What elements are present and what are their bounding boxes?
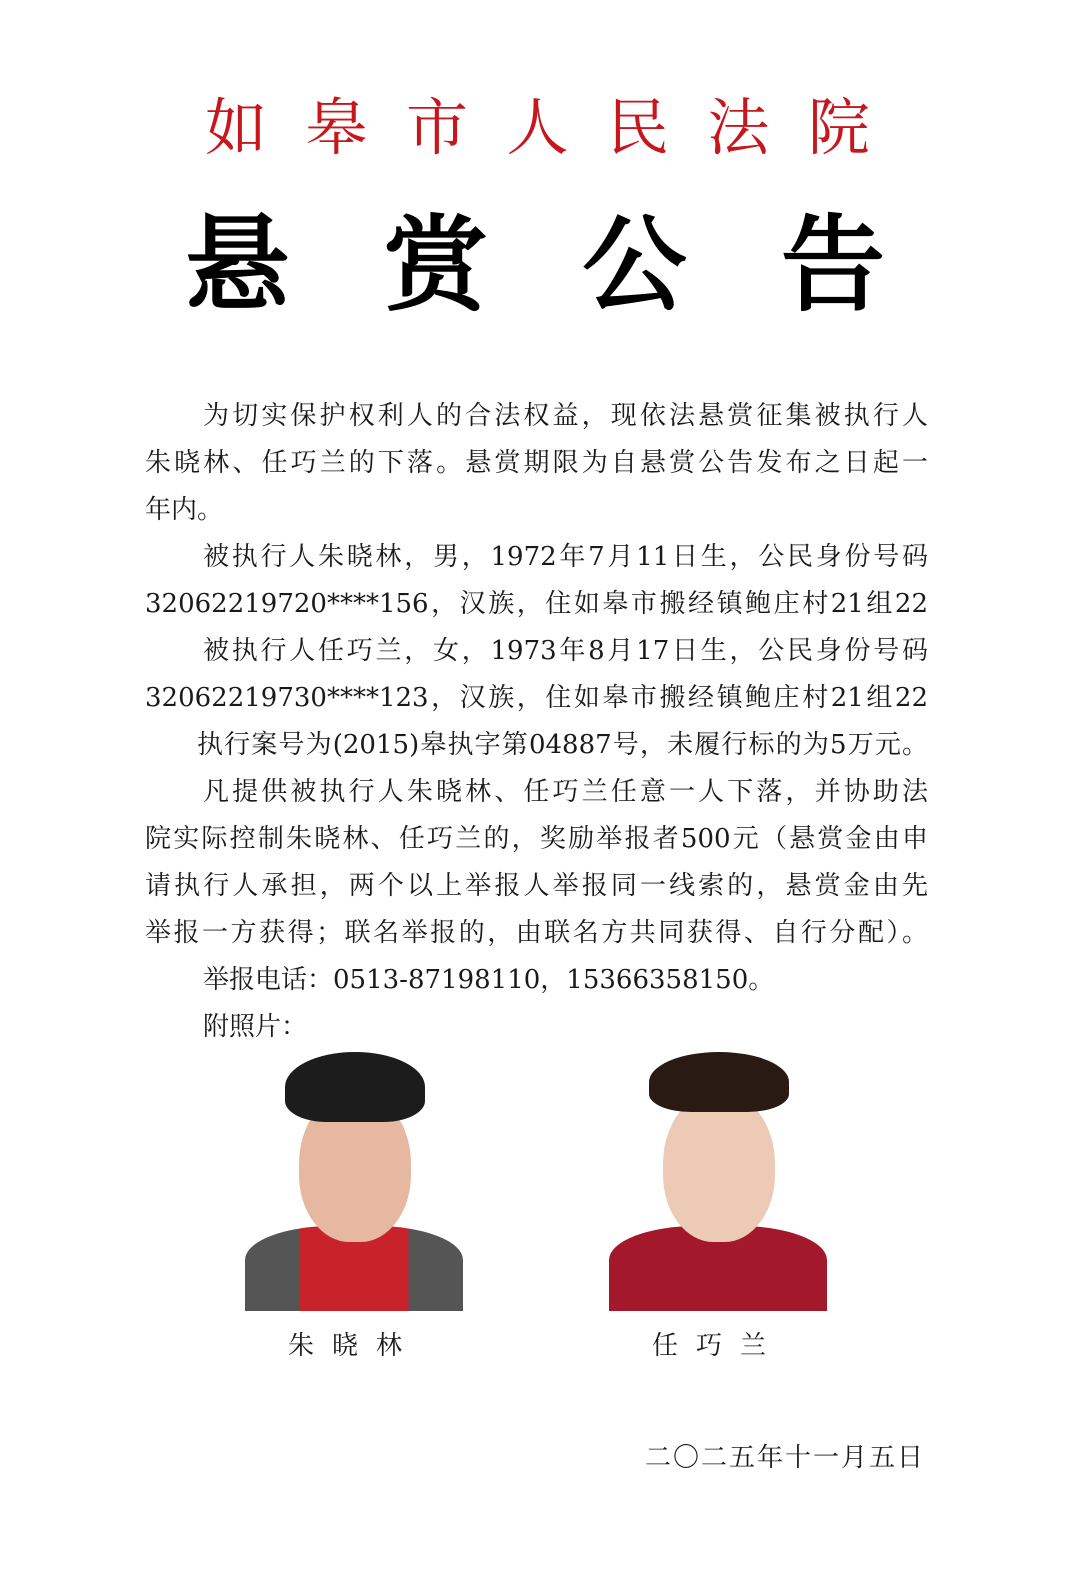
court-name (205, 88, 870, 168)
body-line: 凡提供被执行人朱晓林、任巧兰任意一人下落，并协助法 (203, 777, 928, 807)
body-line: 朱晓林、任巧兰的下落。悬赏期限为自悬赏公告发布之日起一 (145, 448, 928, 478)
notice-title (185, 200, 885, 330)
court-char: 如 (205, 91, 268, 164)
court-char: 院 (807, 91, 870, 164)
photo-ren-qiaolan (609, 1052, 827, 1311)
body-line: 32062219720****156，汉族，住如皋市搬经镇鲍庄村21组22 (145, 589, 928, 619)
title-char: 赏 (383, 203, 488, 326)
body-line: 为切实保护权利人的合法权益，现依法悬赏征集被执行人 (203, 401, 928, 431)
photo-caption: 朱晓林 (287, 1331, 420, 1361)
body-line: 32062219730****123，汉族，住如皋市搬经镇鲍庄村21组22 (145, 683, 928, 713)
body-line: 举报电话：0513-87198110，15366358150。 (203, 965, 775, 995)
body-line: 请执行人承担，两个以上举报人举报同一线索的，悬赏金由先 (145, 871, 928, 901)
body-line: 院实际控制朱晓林、任巧兰的，奖励举报者500元（悬赏金由申 (145, 824, 928, 854)
title-char: 告 (780, 203, 885, 326)
photo-caption: 任巧兰 (651, 1331, 784, 1361)
notice-date: 二〇二五年十一月五日 (644, 1443, 925, 1473)
court-char: 市 (405, 91, 468, 164)
court-char: 民 (606, 91, 669, 164)
court-char: 法 (707, 91, 770, 164)
body-line: 年内。 (145, 495, 224, 525)
court-char: 人 (506, 91, 569, 164)
body-line: 举报一方获得；联名举报的，由联名方共同获得、自行分配）。 (145, 918, 928, 948)
title-char: 公 (582, 203, 687, 326)
body-line: 执行案号为(2015)皋执字第04887号，未履行标的为5万元。 (197, 730, 928, 760)
title-char: 悬 (185, 203, 290, 326)
photo-zhu-xiaolin (245, 1052, 463, 1311)
body-line: 附照片： (203, 1012, 308, 1042)
body-line: 被执行人任巧兰，女，1973年8月17日生，公民身份号码 (203, 636, 928, 666)
court-char: 皋 (305, 91, 368, 164)
body-line: 被执行人朱晓林，男，1972年7月11日生，公民身份号码 (203, 542, 928, 572)
notice-body (145, 393, 928, 1051)
